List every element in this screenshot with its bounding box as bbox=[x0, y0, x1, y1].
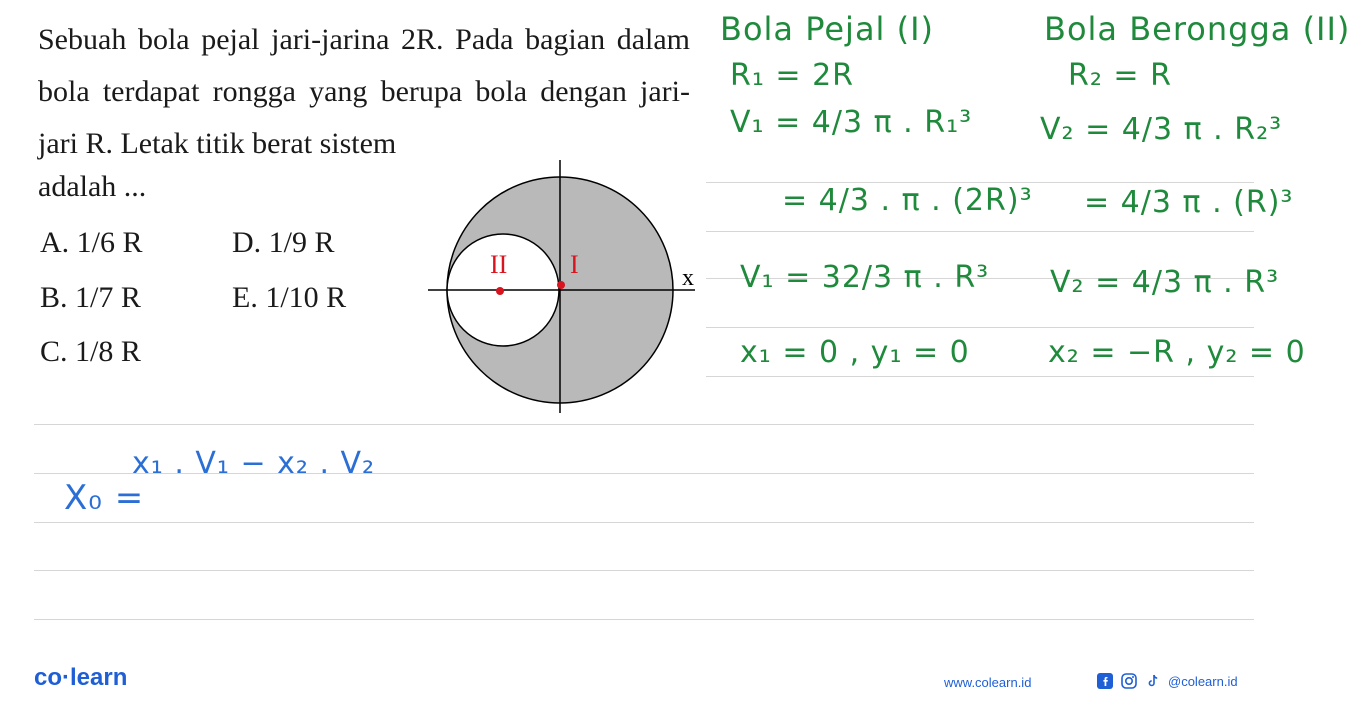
center-point-cavity bbox=[496, 287, 504, 295]
center-point-sphere bbox=[557, 281, 565, 289]
notes-right-line: x₂ = −R , y₂ = 0 bbox=[1048, 335, 1306, 370]
option-c: C. 1/8 R bbox=[40, 335, 141, 368]
notes-right-line: V₂ = 4/3 π . R³ bbox=[1050, 265, 1280, 300]
option-e: E. 1/10 R bbox=[232, 281, 347, 314]
rule-line bbox=[34, 619, 1254, 620]
colearn-logo: co·learn bbox=[34, 664, 128, 691]
notes-right-heading: Bola Berongga (II) bbox=[1044, 10, 1350, 48]
sphere-cavity-figure bbox=[420, 155, 710, 420]
notes-left-line: R₁ = 2R bbox=[730, 58, 855, 93]
notes-right-line: V₂ = 4/3 π . R₂³ bbox=[1040, 112, 1283, 147]
rule-line bbox=[706, 327, 1254, 328]
instagram-icon[interactable] bbox=[1120, 672, 1138, 690]
problem-text: Sebuah bola pejal jari-jarina 2R. Pada bagian dalam bola terdapat rongga yang berupa bola dengan jari-jari R. Letak titik berat sistem bbox=[38, 23, 690, 160]
notes-right-line: = 4/3 π . (R)³ bbox=[1084, 185, 1294, 220]
option-d: D. 1/9 R bbox=[232, 226, 335, 259]
notes-right-line: R₂ = R bbox=[1068, 58, 1172, 93]
notes-left-line: = 4/3 . π . (2R)³ bbox=[782, 183, 1033, 218]
label-region-small: II bbox=[490, 250, 508, 279]
facebook-icon[interactable] bbox=[1096, 672, 1114, 690]
axis-label-x: x bbox=[682, 265, 694, 291]
notes-left-heading: Bola Pejal (I) bbox=[720, 10, 935, 48]
tiktok-icon[interactable] bbox=[1144, 672, 1162, 690]
label-region-big: I bbox=[570, 250, 579, 279]
rule-line bbox=[34, 424, 1254, 425]
rule-line bbox=[706, 376, 1254, 377]
notes-left-line: x₁ = 0 , y₁ = 0 bbox=[740, 335, 970, 370]
notes-left-line: V₁ = 32/3 π . R³ bbox=[740, 260, 990, 295]
social-handle: @colearn.id bbox=[1168, 673, 1238, 689]
rule-line bbox=[34, 570, 1254, 571]
option-a: A. 1/6 R bbox=[40, 226, 143, 259]
formula-numerator: x₁ . V₁ − x₂ . V₂ bbox=[132, 446, 376, 481]
option-b: B. 1/7 R bbox=[40, 281, 141, 314]
notes-left-line: V₁ = 4/3 π . R₁³ bbox=[730, 105, 973, 140]
formula-lhs: X₀ = bbox=[64, 478, 145, 518]
footer-url[interactable]: www.colearn.id bbox=[944, 675, 1032, 690]
problem-text-tail: adalah ... bbox=[38, 170, 147, 203]
rule-line bbox=[706, 231, 1254, 232]
rule-line bbox=[34, 522, 1254, 523]
footer-social bbox=[1096, 672, 1238, 690]
